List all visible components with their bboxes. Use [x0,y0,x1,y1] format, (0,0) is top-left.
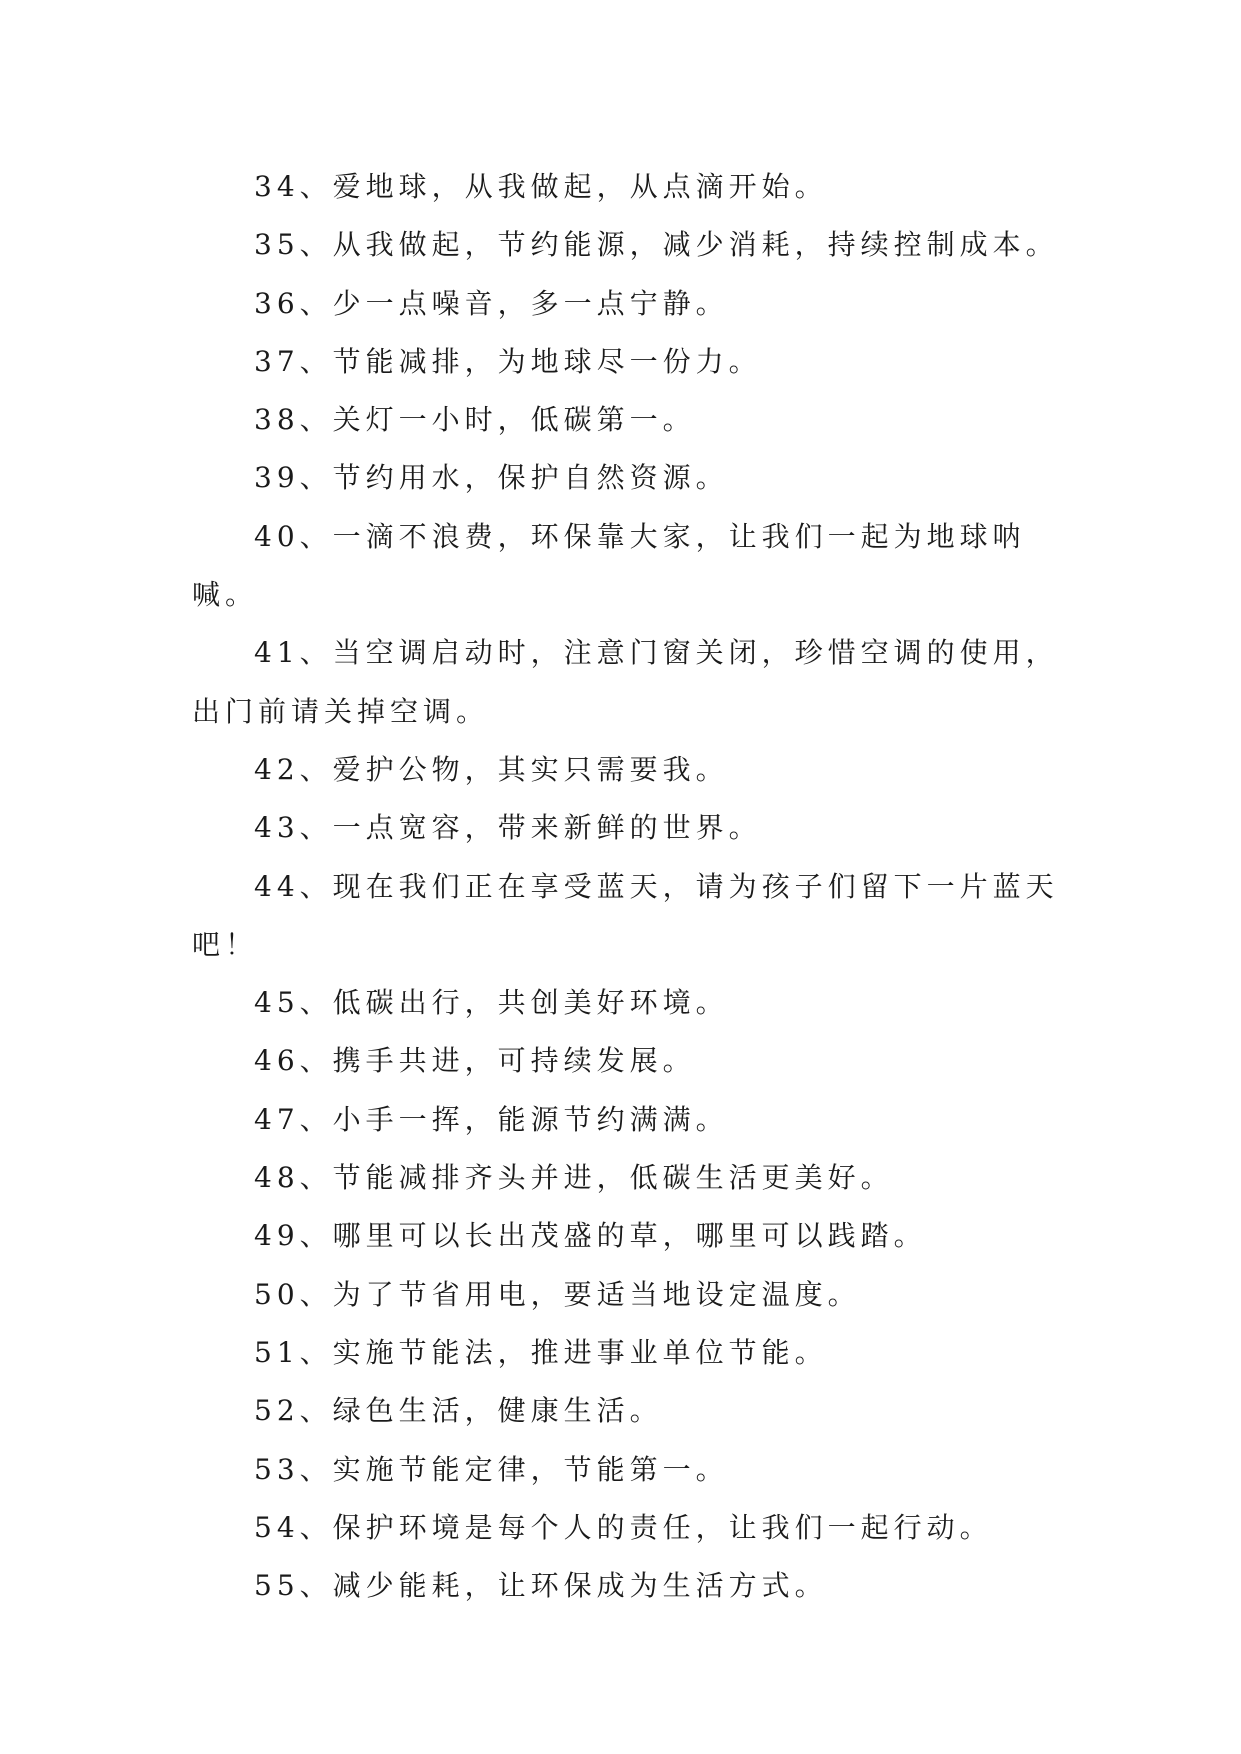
slogan-item-36: 36、少一点噪音，多一点宁静。 [254,286,729,320]
slogan-item-43: 43、一点宽容，带来新鲜的世界。 [254,811,762,845]
slogan-item-42: 42、爱护公物，其实只需要我。 [254,752,729,786]
slogan-item-45: 45、低碳出行，共创美好环境。 [254,986,729,1020]
slogan-item-46: 46、携手共进，可持续发展。 [254,1044,696,1078]
slogan-item-55: 55、减少能耗，让环保成为生活方式。 [254,1569,828,1603]
slogan-list [192,158,1082,1615]
slogan-item-35: 35、从我做起，节约能源，减少消耗，持续控制成本。 [254,228,1059,262]
slogan-item-50: 50、为了节省用电，要适当地设定温度。 [254,1277,861,1311]
slogan-item-37: 37、节能减排，为地球尽一份力。 [254,344,762,378]
slogan-item-39: 39、节约用水，保护自然资源。 [254,461,729,495]
slogan-item-53: 53、实施节能定律，节能第一。 [254,1452,729,1486]
slogan-item-34: 34、爱地球，从我做起，从点滴开始。 [254,170,828,203]
slogan-item-47: 47、小手一挥，能源节约满满。 [254,1102,729,1136]
slogan-item-44: 44、现在我们正在享受蓝天，请为孩子们留下一片蓝天吧！ [192,869,1059,961]
slogan-item-48: 48、节能减排齐头并进，低碳生活更美好。 [254,1161,894,1195]
slogan-item-51: 51、实施节能法，推进事业单位节能。 [254,1335,828,1369]
slogan-item-54: 54、保护环境是每个人的责任，让我们一起行动。 [254,1510,993,1544]
slogan-item-52: 52、绿色生活，健康生活。 [254,1394,663,1428]
slogan-item-41: 41、当空调启动时，注意门窗关闭，珍惜空调的使用，出门前请关掉空调。 [192,636,1059,728]
slogan-item-49: 49、哪里可以长出茂盛的草，哪里可以践踏。 [254,1219,927,1253]
slogan-item-38: 38、关灯一小时，低碳第一。 [254,403,696,437]
slogan-item-40: 40、一滴不浪费，环保靠大家，让我们一起为地球呐喊。 [192,519,1026,612]
